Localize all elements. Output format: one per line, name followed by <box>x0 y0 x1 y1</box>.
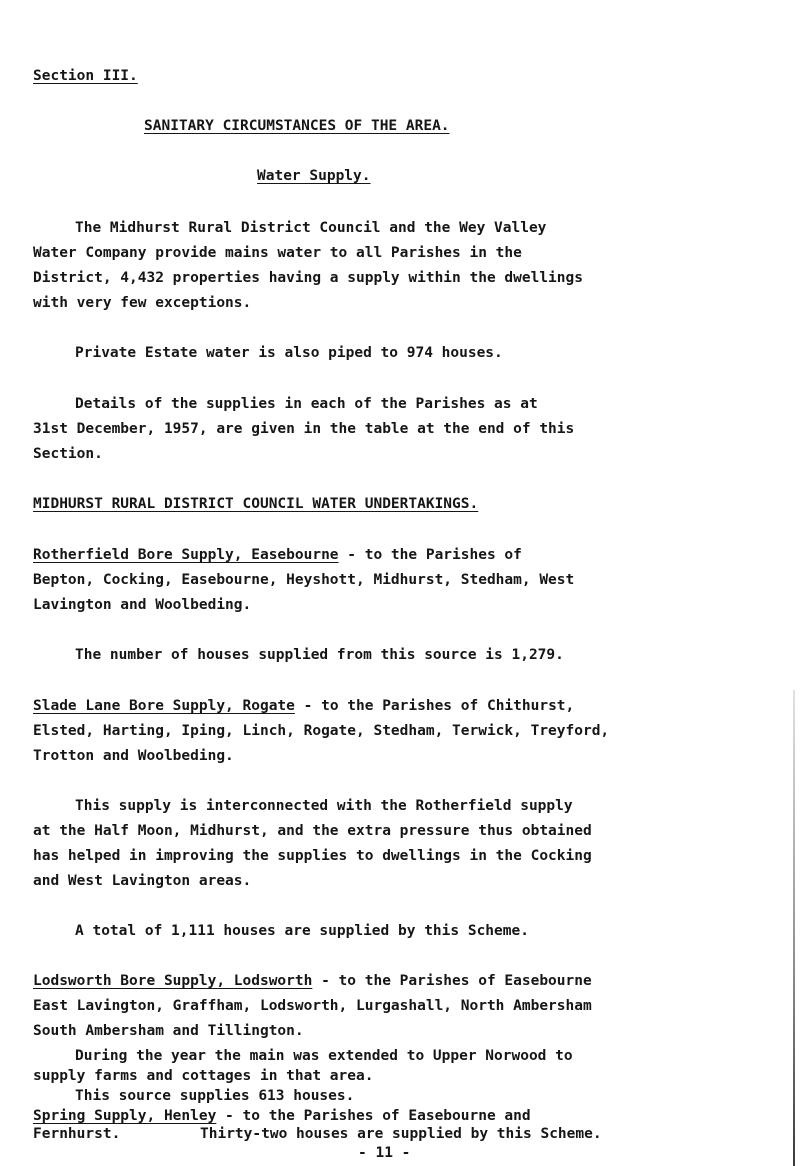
slade-count: A total of 1,111 houses are supplied by this Scheme. <box>75 923 529 939</box>
slade-heading-line <box>33 696 574 716</box>
lodsworth-title: Lodsworth Bore Supply, Lodsworth <box>33 973 313 989</box>
lodsworth-rest: - to the Parishes of Easebourne <box>312 973 592 989</box>
text-line: The Midhurst Rural District Council and the Wey Valley <box>75 220 547 236</box>
lodsworth-count: This source supplies 613 houses. <box>75 1088 355 1104</box>
text-line: 31st December, 1957, are given in the table at the end of this <box>33 421 575 437</box>
rotherfield-heading-line <box>33 545 522 565</box>
text-line: Details of the supplies in each of the Parishes as at <box>75 396 538 412</box>
text-line: South Ambersham and Tillington. <box>33 1023 304 1039</box>
text-line: This supply is interconnected with the Rotherfield supply <box>75 798 573 814</box>
text-line: Section. <box>33 446 103 462</box>
text-line: with very few exceptions. <box>33 295 252 311</box>
private-estate-text: Private Estate water is also piped to 974 houses. <box>75 345 503 361</box>
section-heading: Section III. <box>33 68 138 84</box>
text-line: Bepton, Cocking, Easebourne, Heyshott, Midhurst, Stedham, West <box>33 572 575 588</box>
main-title: SANITARY CIRCUMSTANCES OF THE AREA. <box>144 118 450 134</box>
text-line: District, 4,432 properties having a supply within the dwellings <box>33 270 583 286</box>
spring-heading-line <box>33 1106 531 1126</box>
rotherfield-rest: - to the Parishes of <box>338 547 522 563</box>
text-line: and West Lavington areas. <box>33 873 252 889</box>
page-number: - 11 - <box>358 1145 411 1161</box>
slade-title: Slade Lane Bore Supply, Rogate <box>33 698 295 714</box>
spring-count: Thirty-two houses are supplied by this Scheme. <box>200 1126 602 1142</box>
text-line: at the Half Moon, Midhurst, and the extra pressure thus obtained <box>33 823 592 839</box>
slade-rest: - to the Parishes of Chithurst, <box>294 698 575 714</box>
lodsworth-heading-line <box>33 971 592 991</box>
text-line: Elsted, Harting, Iping, Linch, Rogate, Stedham, Terwick, Treyford, <box>33 723 610 739</box>
rotherfield-title: Rotherfield Bore Supply, Easebourne <box>33 547 339 563</box>
page-edge-shadow <box>793 690 795 1166</box>
text-line: supply farms and cottages in that area. <box>33 1068 374 1084</box>
text-line: East Lavington, Graffham, Lodsworth, Lurgashall, North Ambersham <box>33 998 592 1014</box>
text-line: Trotton and Woolbeding. <box>33 748 234 764</box>
text-line: Fernhurst. <box>33 1126 121 1142</box>
spring-title: Spring Supply, Henley <box>33 1108 217 1124</box>
subtitle: Water Supply. <box>257 168 371 184</box>
text-line: Water Company provide mains water to all Parishes in the <box>33 245 522 261</box>
council-heading: MIDHURST RURAL DISTRICT COUNCIL WATER UNDERTAKINGS. <box>33 496 479 512</box>
rotherfield-count: The number of houses supplied from this source is 1,279. <box>75 647 564 663</box>
text-line: has helped in improving the supplies to dwellings in the Cocking <box>33 848 592 864</box>
spring-rest: - to the Parishes of Easebourne and <box>216 1108 531 1124</box>
text-line: During the year the main was extended to Upper Norwood to <box>75 1048 573 1064</box>
text-line: Lavington and Woolbeding. <box>33 597 252 613</box>
